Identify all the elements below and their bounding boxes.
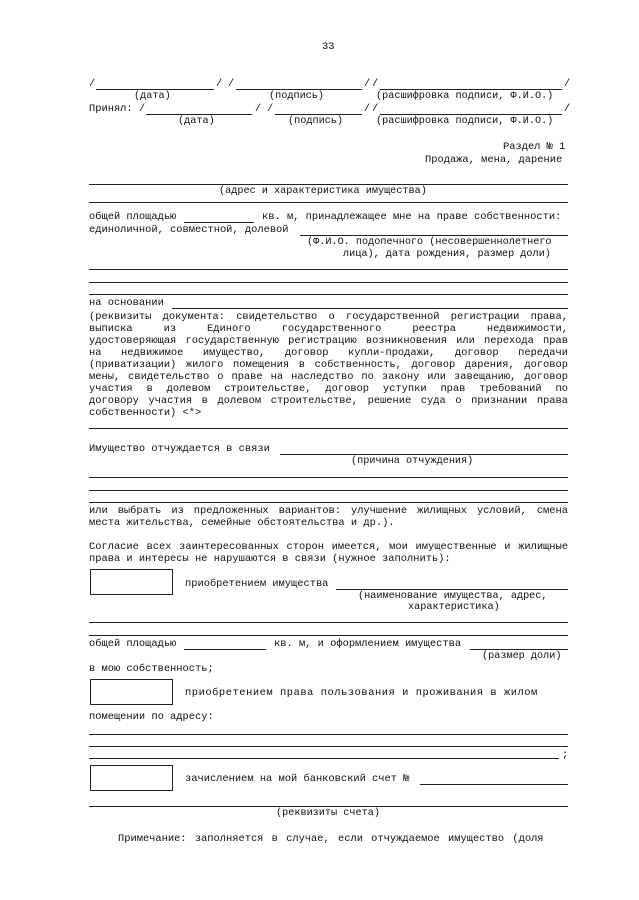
- slash: /: [139, 103, 146, 115]
- acquire-property-field[interactable]: [336, 589, 568, 590]
- alienation-reason-field[interactable]: [280, 454, 568, 455]
- bank-transfer-label: зачислением на мой банковский счет №: [185, 773, 410, 785]
- section-subtitle: Продажа, мена, дарение: [425, 154, 563, 166]
- ward-caption: лица), дата рождения, размер доли): [343, 249, 551, 260]
- option-area-prefix: общей площадью: [89, 638, 177, 650]
- slash: /: [364, 103, 371, 115]
- fill-line[interactable]: [89, 269, 568, 270]
- page-number: 33: [322, 41, 335, 53]
- date-line[interactable]: [96, 89, 214, 90]
- slash: /: [372, 78, 379, 90]
- note-text: Примечание: заполняется в случае, если отчуждаемое имущество (доля: [118, 833, 544, 845]
- basis-text-line: мены, свидетельство о праве на наследство по закону или завещанию, договор: [89, 371, 568, 383]
- date-caption: (дата): [134, 91, 171, 102]
- basis-text-line: на недвижимое имущество, договор купли-продажи, договор передачи: [89, 347, 568, 359]
- basis-label: на основании: [89, 297, 164, 309]
- option-area-field[interactable]: [184, 649, 266, 650]
- fill-line[interactable]: [89, 282, 568, 283]
- ward-field[interactable]: [300, 235, 568, 236]
- basis-text-line: удостоверяющая государственную регистрацию возникновения или перехода прав: [89, 335, 568, 347]
- account-caption: (реквизиты счета): [276, 808, 380, 819]
- semicolon: ;: [562, 749, 569, 761]
- accepted-date-line[interactable]: [146, 114, 252, 115]
- fill-line[interactable]: [89, 734, 568, 735]
- fill-line[interactable]: [89, 477, 568, 478]
- property-address-line[interactable]: [89, 184, 568, 185]
- ownership-types: единоличной, совместной, долевой: [89, 224, 289, 236]
- option-area-mid: кв. м, и оформлением имущества: [274, 638, 462, 650]
- acquire-property-checkbox[interactable]: [90, 569, 173, 595]
- area-field[interactable]: [184, 222, 254, 223]
- basis-field[interactable]: [172, 308, 568, 309]
- fill-line[interactable]: [89, 502, 568, 503]
- basis-text-line: выписка из Единого государственного реестра недвижимости,: [89, 323, 568, 335]
- use-right-checkbox[interactable]: [90, 679, 173, 705]
- signature-caption: (подпись): [269, 91, 325, 102]
- fill-line[interactable]: [89, 746, 568, 747]
- fill-line[interactable]: [89, 294, 568, 295]
- accepted-decode-line[interactable]: [380, 114, 562, 115]
- fill-line[interactable]: [89, 622, 568, 623]
- slash: /: [255, 103, 262, 115]
- alienation-label: Имущество отчуждается в связи: [89, 443, 270, 455]
- address-caption: (адрес и характеристика имущества): [219, 186, 427, 197]
- date-caption: (дата): [178, 116, 215, 127]
- slash: /: [89, 78, 96, 90]
- property-address-line-2[interactable]: [89, 202, 568, 203]
- slash: /: [364, 78, 371, 90]
- slash: /: [564, 78, 571, 90]
- consent-text-line: Согласие всех заинтересованных сторон имеется, мои имущественные и жилищные: [89, 541, 568, 553]
- decode-caption: (расшифровка подписи, Ф.И.О.): [376, 91, 554, 102]
- ward-caption: (Ф.И.О. подопечного (несовершеннолетнего: [307, 237, 552, 248]
- name-decode-line[interactable]: [380, 89, 562, 90]
- slash: /: [267, 103, 274, 115]
- bank-transfer-checkbox[interactable]: [90, 765, 173, 791]
- consent-text-line: права и интересы не нарушаются в связи (нужное заполнить):: [89, 553, 451, 565]
- acquire-caption: (наименование имущества, адрес,: [358, 591, 548, 602]
- signature-line[interactable]: [236, 89, 362, 90]
- fill-line[interactable]: [89, 635, 568, 636]
- share-field[interactable]: [470, 649, 568, 650]
- fill-line[interactable]: [89, 428, 568, 429]
- area-prefix: общей площадью: [89, 211, 177, 223]
- slash: /: [216, 78, 223, 90]
- reason-caption: (причина отчуждения): [351, 456, 474, 467]
- my-ownership-label: в мою собственность;: [89, 663, 214, 675]
- account-details-field[interactable]: [89, 806, 568, 807]
- fill-line[interactable]: [89, 490, 568, 491]
- slash: /: [564, 103, 571, 115]
- accepted-signature-line[interactable]: [275, 114, 362, 115]
- area-suffix: кв. м, принадлежащее мне на праве собственности:: [262, 211, 562, 223]
- basis-text-line: (реквизиты документа: свидетельство о государственной регистрации права,: [89, 311, 568, 323]
- acquire-caption: характеристика): [408, 602, 500, 613]
- accepted-label: Принял:: [89, 103, 133, 115]
- basis-text-line: участия в долевом строительстве, договор уступки прав требований по: [89, 383, 568, 395]
- basis-text-line: (приватизации) жилого помещения в собственность, договор дарения, договор: [89, 359, 568, 371]
- use-right-label: приобретением права пользования и проживания в жилом: [185, 687, 538, 699]
- basis-text-line: договору участия в долевом строительстве, решение суда о признании права: [89, 395, 568, 407]
- account-number-field[interactable]: [420, 784, 568, 785]
- share-caption: (размер доли): [482, 651, 562, 662]
- choose-text-line: или выбрать из предложенных вариантов: улучшение жилищных условий, смена: [89, 505, 568, 517]
- fill-line[interactable]: [89, 758, 559, 759]
- slash: /: [228, 78, 235, 90]
- choose-text-line: места жительства, семейные обстоятельства и др.).: [89, 517, 395, 529]
- section-title: Раздел № 1: [503, 141, 566, 153]
- slash: /: [372, 103, 379, 115]
- decode-caption: (расшифровка подписи, Ф.И.О.): [376, 116, 554, 127]
- basis-text-line: собственности) <*>: [89, 407, 202, 419]
- acquire-property-label: приобретением имущества: [185, 578, 329, 590]
- signature-caption: (подпись): [288, 116, 344, 127]
- premises-address-label: помещении по адресу:: [89, 711, 214, 723]
